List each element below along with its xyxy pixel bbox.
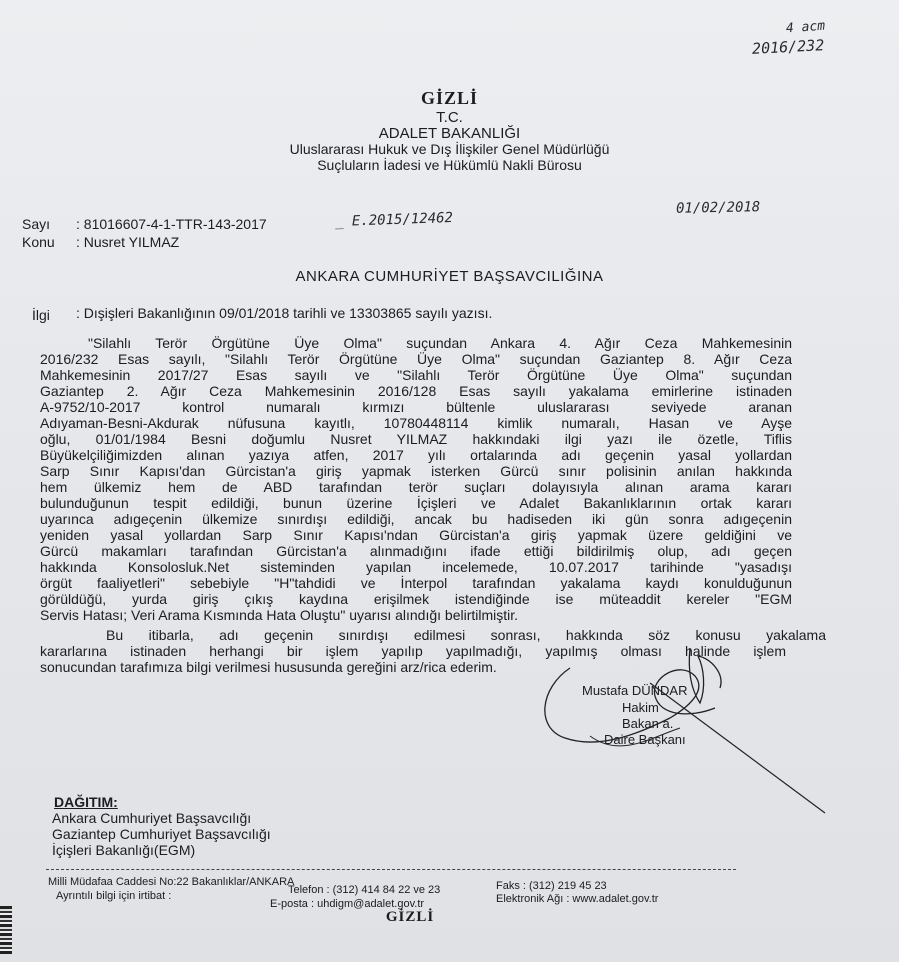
- footer-fax: Faks : (312) 219 45 23: [496, 880, 607, 892]
- body-line: Sarp Sınır Kapısı'dan Gürcistan'a giriş yapmak isterken Gürcü sınır polisinin anılan hakkında: [40, 463, 792, 479]
- footer-web: Elektronik Ağı : www.adalet.gov.tr: [496, 893, 659, 905]
- handwritten-note-line2: 2016/232: [751, 36, 825, 58]
- footer-contact-note: Ayrıntılı bilgi için irtibat :: [56, 890, 172, 902]
- header-ministry: ADALET BAKANLIĞI: [378, 125, 521, 142]
- header-directorate: Uluslararası Hukuk ve Dış İlişkiler Genel Müdürlüğü: [289, 141, 610, 157]
- handwritten-note-line1: 4 acm: [785, 18, 826, 37]
- konu-label: Konu: [22, 234, 55, 250]
- body-line: "Silahlı Terör Örgütüne Üye Olma" suçundan Ankara 4. Ağır Ceza Mahkemesinin: [88, 335, 792, 351]
- body-line: uyarınca adıgeçenin ülkemize sınırdışı edildiği, ancak bu hadiseden iki gün sonra adıgeçenin: [40, 511, 792, 527]
- body-line: örgüt faaliyetleri" sebebiyle "H"tahdidi ve İnterpol tarafından yakalama kaydı konulduğunun: [40, 575, 792, 591]
- handwritten-signature: [530, 628, 840, 828]
- handwritten-reference: _ E.2015/12462: [334, 209, 454, 231]
- distribution-label: DAĞITIM:: [54, 794, 118, 810]
- classification-bottom: GİZLİ: [385, 909, 435, 925]
- footer-email: E-posta : uhdigm@adalet.gov.tr: [270, 898, 425, 910]
- signatory-name: Mustafa DÜNDAR: [582, 683, 688, 698]
- body-line: hakkında Konsolosluk.Net sisteminden yapılan incelemede, 10.07.2017 tarihinde "yasadışı: [40, 559, 792, 575]
- signatory-title-hakim: Hakim: [622, 700, 659, 715]
- body-line: yeniden yasal yollardan Sarp Sınır Kapısı'ndan Gürcistan'a giriş yapmak üzere geldiğini ve: [40, 527, 792, 543]
- body-line: 2016/232 Esas sayılı, "Silahlı Terör Örgütüne Üye Olma" suçundan Gaziantep 8. Ağır Ceza: [40, 351, 792, 367]
- konu-value: : Nusret YILMAZ: [76, 234, 180, 250]
- body-line: Mahkemesinin 2017/27 Esas sayılı ve "Silahlı Terör Örgütüne Üye Olma" suçundan: [40, 367, 792, 383]
- signatory-title-daire: Daire Başkanı: [604, 732, 686, 747]
- body-line: görüldüğü, yurda giriş çıkış kaydına erişilmek istendiğinde ise müteaddit kereler "EGM: [40, 591, 792, 607]
- header-tc: T.C.: [436, 109, 463, 126]
- body-line: Büyükelçiliğimizden alınan yazıya atfen, 2017 yılı ortalarında adı geçenin yasal yollardan: [40, 447, 792, 463]
- footer-address: Milli Müdafaa Caddesi No:22 Bakanlıklar/ANKARA: [48, 876, 295, 888]
- body-line: Servis Hatası; Veri Arama Kısmında Hata Oluştu" uyarısı alındığı belirtilmiştir.: [40, 607, 519, 623]
- sayi-value: : 81016607-4-1-TTR-143-2017: [76, 216, 267, 232]
- signatory-title-bakan: Bakan a.: [622, 716, 674, 731]
- header-bureau: Suçluların İadesi ve Hükümlü Nakli Bürosu: [317, 157, 582, 173]
- footer-divider: [46, 869, 736, 870]
- ilgi-label: İlgi: [32, 307, 50, 323]
- closing-line: kararlarına istinaden herhangi bir işlem yapılıp yapılmadığı, yapılmış olması halinde işlem: [40, 643, 786, 659]
- body-line: oğlu, 01/01/1984 Besni doğumlu Nusret YILMAZ hakkındaki ilgi yazı ile özetle, Tiflis: [40, 431, 792, 447]
- sayi-label: Sayı: [22, 216, 51, 232]
- body-line: A-9752/10-2017 kontrol numaralı kırmızı bültenle uluslararası seviyede aranan: [40, 399, 792, 415]
- distribution-item: İçişleri Bakanlığı(EGM): [52, 842, 196, 858]
- body-line: bulunduğunun tespit edildiği, bunun üzerine İçişleri ve Adalet Bakanlıklarının ortak kararı: [40, 495, 792, 511]
- body-line: Gaziantep 2. Ağır Ceza Mahkemesinin 2016/128 Esas sayılı yakalama emirlerine istinaden: [40, 383, 792, 399]
- distribution-item: Gaziantep Cumhuriyet Başsavcılığı: [52, 826, 271, 842]
- handwritten-date: 01/02/2018: [675, 199, 761, 217]
- distribution-item: Ankara Cumhuriyet Başsavcılığı: [52, 810, 252, 826]
- footer-phone: Telefon : (312) 414 84 22 ve 23: [288, 884, 441, 896]
- body-line: Gürcü makamları tarafından Gürcistan'a alınmadığını ifade ettiği bildirilmiş olup, adı geçen: [40, 543, 792, 559]
- classification-top: GİZLİ: [420, 88, 479, 108]
- closing-line: sonucundan tarafımıza bilgi verilmesi hususunda gereğini arz/rica ederim.: [40, 659, 497, 675]
- recipient: ANKARA CUMHURİYET BAŞSAVCILIĞINA: [295, 268, 604, 285]
- body-line: hem ülkemiz hem de ABD tarafından terör suçları dolayısıyla alınan arama kararı: [40, 479, 792, 495]
- barcode-strip: [0, 906, 12, 954]
- body-line: Adıyaman-Besni-Akdurak nüfusuna kayıtlı, 10780448114 kimlik numaralı, Hasan ve Ayşe: [40, 415, 792, 431]
- ilgi-value: : Dışişleri Bakanlığının 09/01/2018 tarihli ve 13303865 sayılı yazısı.: [76, 305, 493, 321]
- closing-line: Bu itibarla, adı geçenin sınırdışı edilmesi sonrası, hakkında söz konusu yakalama: [106, 627, 826, 643]
